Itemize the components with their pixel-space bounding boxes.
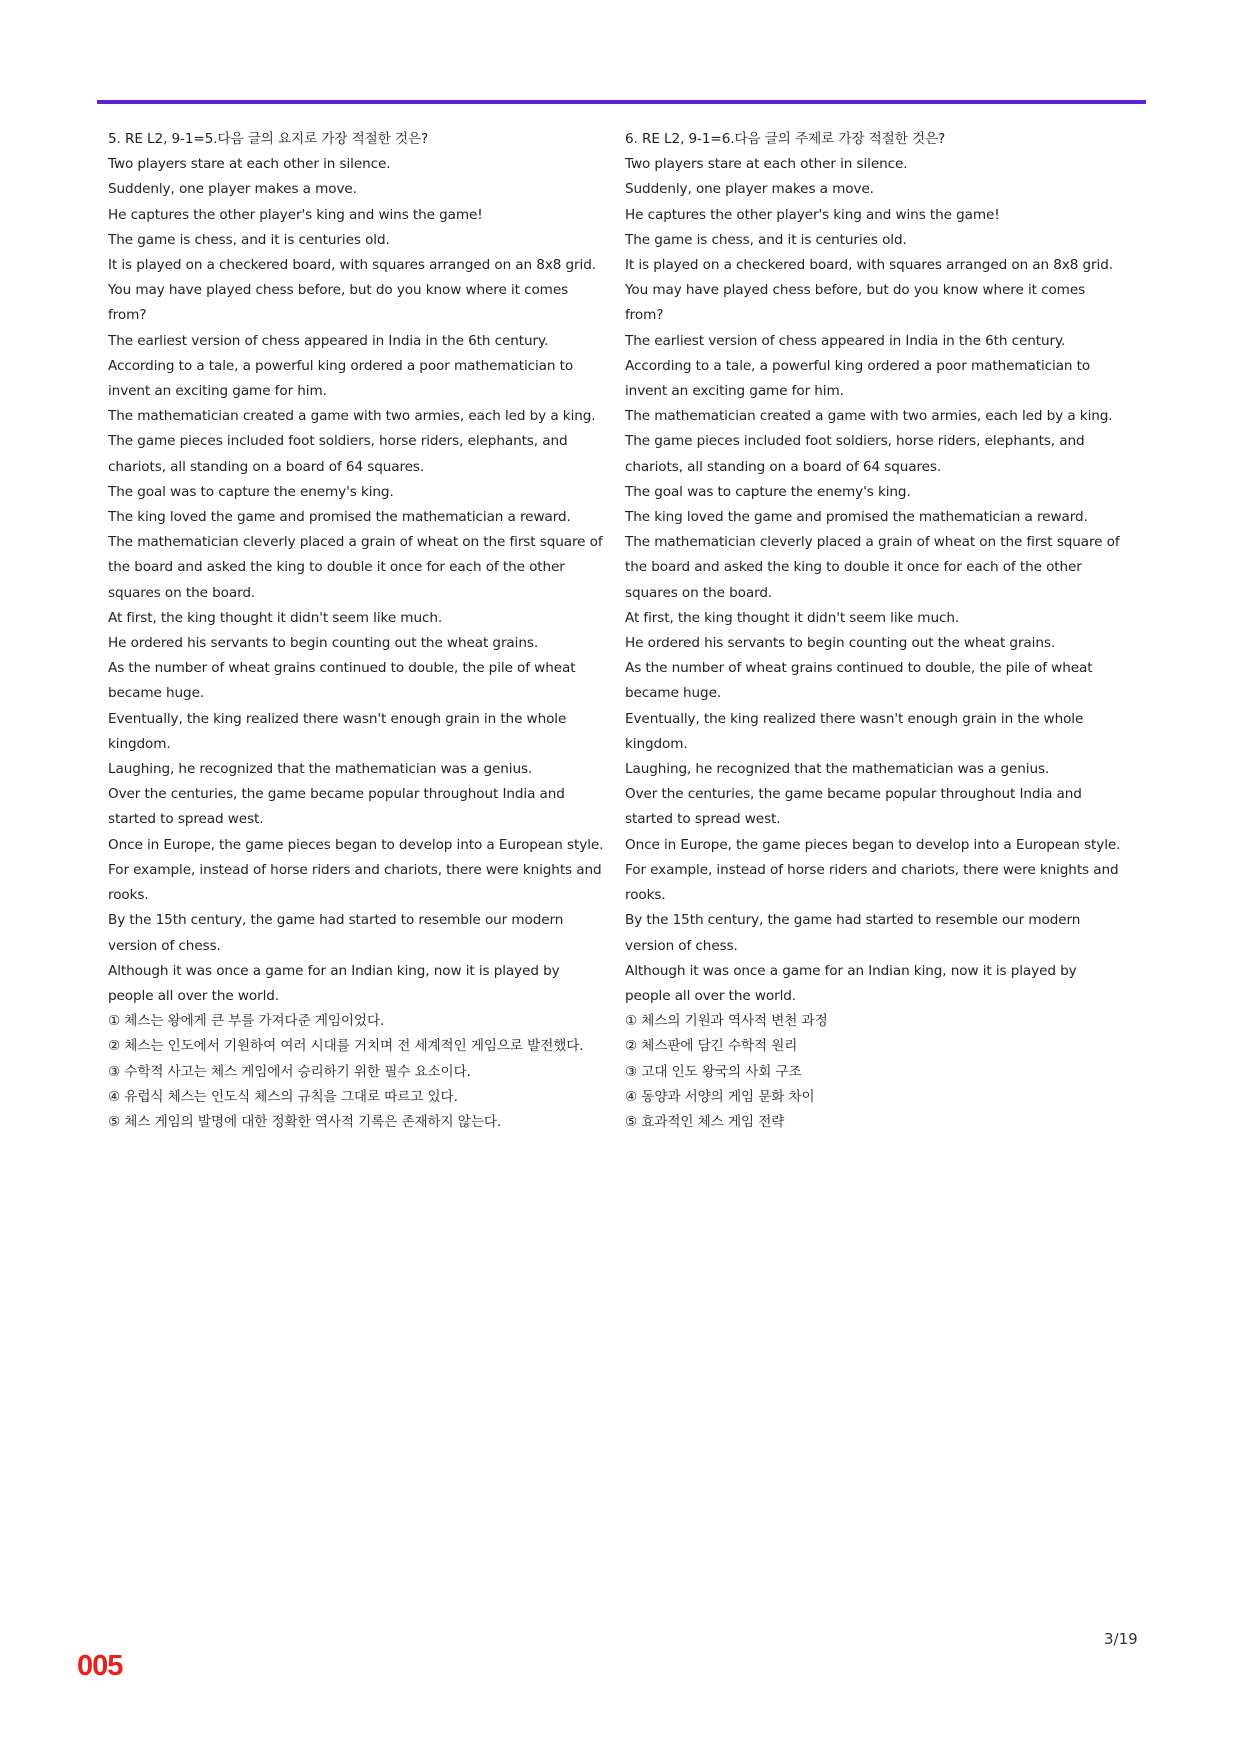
q5-passage-line: He ordered his servants to begin counting out the wheat grains. xyxy=(108,635,539,652)
q5-passage-line: became huge. xyxy=(108,685,205,702)
q5-passage-line: kingdom. xyxy=(108,735,171,752)
q6-passage-line: He captures the other player's king and wins the game! xyxy=(625,206,1000,223)
q5-passage-line: Suddenly, one player makes a move. xyxy=(108,181,357,198)
q6-passage-line: Laughing, he recognized that the mathematician was a genius. xyxy=(625,761,1050,778)
q5-passage-line: version of chess. xyxy=(108,937,221,954)
q5-passage-line: Once in Europe, the game pieces began to develop into a European style. xyxy=(108,836,604,853)
q6-passage-line: people all over the world. xyxy=(625,987,797,1004)
q6-passage-line: The goal was to capture the enemy's king. xyxy=(625,483,911,500)
q6-passage-line: started to spread west. xyxy=(625,811,781,828)
q5-choice: ④ 유럽식 체스는 인도식 체스의 규칙을 그대로 따르고 있다. xyxy=(108,1088,458,1105)
q6-passage-line: Suddenly, one player makes a move. xyxy=(625,181,874,198)
q6-passage-line: from? xyxy=(625,307,664,324)
q6-passage-line: For example, instead of horse riders and chariots, there were knights and xyxy=(625,861,1119,878)
q5-passage-line: squares on the board. xyxy=(108,584,256,601)
question-5-column xyxy=(108,127,623,1135)
q6-passage-line: chariots, all standing on a board of 64 squares. xyxy=(625,458,942,475)
q5-passage-line: The game is chess, and it is centuries old. xyxy=(108,231,390,248)
q5-passage-line: He captures the other player's king and wins the game! xyxy=(108,206,483,223)
q5-passage-line: The goal was to capture the enemy's king. xyxy=(108,483,394,500)
q5-passage-line: The game pieces included foot soldiers, horse riders, elephants, and xyxy=(108,433,568,450)
q6-choice: ④ 동양과 서양의 게임 문화 차이 xyxy=(625,1088,815,1105)
q6-passage-line: He ordered his servants to begin counting out the wheat grains. xyxy=(625,635,1056,652)
q5-choice: ① 체스는 왕에게 큰 부를 가져다준 게임이었다. xyxy=(108,1013,385,1030)
q6-passage-line: Eventually, the king realized there wasn't enough grain in the whole xyxy=(625,710,1084,727)
q5-passage-line: Eventually, the king realized there wasn't enough grain in the whole xyxy=(108,710,567,727)
q5-passage-line: According to a tale, a powerful king ordered a poor mathematician to xyxy=(108,357,574,374)
q5-passage-line: invent an exciting game for him. xyxy=(108,383,327,400)
q6-passage-line: Once in Europe, the game pieces began to develop into a European style. xyxy=(625,836,1121,853)
q5-passage-line: started to spread west. xyxy=(108,811,264,828)
q5-passage-line: At first, the king thought it didn't seem like much. xyxy=(108,609,443,626)
q5-passage-line: from? xyxy=(108,307,147,324)
q6-passage-line: The game is chess, and it is centuries old. xyxy=(625,231,907,248)
q6-choice: ② 체스판에 담긴 수학적 원리 xyxy=(625,1038,798,1055)
q5-choice: ⑤ 체스 게임의 발명에 대한 정확한 역사적 기록은 존재하지 않는다. xyxy=(108,1113,502,1130)
q6-passage-line: At first, the king thought it didn't seem like much. xyxy=(625,609,960,626)
q6-passage-line: The mathematician created a game with two armies, each led by a king. xyxy=(625,408,1113,425)
q6-passage-line: As the number of wheat grains continued to double, the pile of wheat xyxy=(625,660,1093,677)
q6-passage-line: rooks. xyxy=(625,887,666,904)
q6-passage-line: It is played on a checkered board, with squares arranged on an 8x8 grid. xyxy=(625,257,1113,274)
q5-passage-line: people all over the world. xyxy=(108,987,280,1004)
q5-passage-line: chariots, all standing on a board of 64 squares. xyxy=(108,458,425,475)
q5-question-title: 5. RE L2, 9-1=5.다음 글의 요지로 가장 적절한 것은? xyxy=(108,131,429,147)
q5-passage-line: By the 15th century, the game had started to resemble our modern xyxy=(108,912,564,929)
q6-choice: ⑤ 효과적인 체스 게임 전략 xyxy=(625,1113,785,1130)
q5-passage-line: Two players stare at each other in silence. xyxy=(108,156,391,173)
document-code: 005 xyxy=(77,1650,123,1682)
q6-passage-line: became huge. xyxy=(625,685,722,702)
q6-choice: ③ 고대 인도 왕국의 사회 구조 xyxy=(625,1063,802,1080)
q5-passage-line: rooks. xyxy=(108,887,149,904)
q5-passage-line: Over the centuries, the game became popular throughout India and xyxy=(108,786,565,803)
q5-passage-line: The mathematician cleverly placed a grain of wheat on the first square of xyxy=(108,534,603,551)
q5-passage-line: For example, instead of horse riders and chariots, there were knights and xyxy=(108,861,602,878)
q5-passage-line: the board and asked the king to double it once for each of the other xyxy=(108,559,565,576)
q6-question-title: 6. RE L2, 9-1=6.다음 글의 주제로 가장 적절한 것은? xyxy=(625,131,946,147)
q5-choice: ③ 수학적 사고는 체스 게임에서 승리하기 위한 필수 요소이다. xyxy=(108,1063,471,1080)
q5-passage-line: It is played on a checkered board, with squares arranged on an 8x8 grid. xyxy=(108,257,596,274)
q6-passage-line: version of chess. xyxy=(625,937,738,954)
q5-choice: ② 체스는 인도에서 기원하여 여러 시대를 거치며 전 세계적인 게임으로 발전했다. xyxy=(108,1038,584,1055)
q5-passage-line: As the number of wheat grains continued to double, the pile of wheat xyxy=(108,660,576,677)
question-6-column xyxy=(625,127,1140,1135)
q6-passage-line: Two players stare at each other in silence. xyxy=(625,156,908,173)
page-number: 3/19 xyxy=(1104,1630,1138,1648)
q6-passage-line: invent an exciting game for him. xyxy=(625,383,844,400)
q6-passage-line: The king loved the game and promised the mathematician a reward. xyxy=(625,509,1088,526)
q6-passage-line: By the 15th century, the game had started to resemble our modern xyxy=(625,912,1081,929)
q5-passage-line: You may have played chess before, but do you know where it comes xyxy=(108,282,569,299)
q6-passage-line: The game pieces included foot soldiers, horse riders, elephants, and xyxy=(625,433,1085,450)
q5-passage-line: Laughing, he recognized that the mathematician was a genius. xyxy=(108,761,533,778)
q5-passage-line: Although it was once a game for an Indian king, now it is played by xyxy=(108,962,560,979)
q6-passage-line: the board and asked the king to double it once for each of the other xyxy=(625,559,1082,576)
q5-passage-line: The earliest version of chess appeared in India in the 6th century. xyxy=(108,332,549,349)
q6-passage-line: According to a tale, a powerful king ordered a poor mathematician to xyxy=(625,357,1091,374)
q6-passage-line: The mathematician cleverly placed a grain of wheat on the first square of xyxy=(625,534,1120,551)
q6-passage-line: You may have played chess before, but do you know where it comes xyxy=(625,282,1086,299)
q5-passage-line: The mathematician created a game with two armies, each led by a king. xyxy=(108,408,596,425)
q6-passage-line: Over the centuries, the game became popular throughout India and xyxy=(625,786,1082,803)
q6-choice: ① 체스의 기원과 역사적 변천 과정 xyxy=(625,1013,828,1030)
q6-passage-line: The earliest version of chess appeared in India in the 6th century. xyxy=(625,332,1066,349)
q6-passage-line: Although it was once a game for an Indian king, now it is played by xyxy=(625,962,1077,979)
header-rule xyxy=(97,100,1146,104)
q5-passage-line: The king loved the game and promised the mathematician a reward. xyxy=(108,509,571,526)
q6-passage-line: kingdom. xyxy=(625,735,688,752)
q6-passage-line: squares on the board. xyxy=(625,584,773,601)
